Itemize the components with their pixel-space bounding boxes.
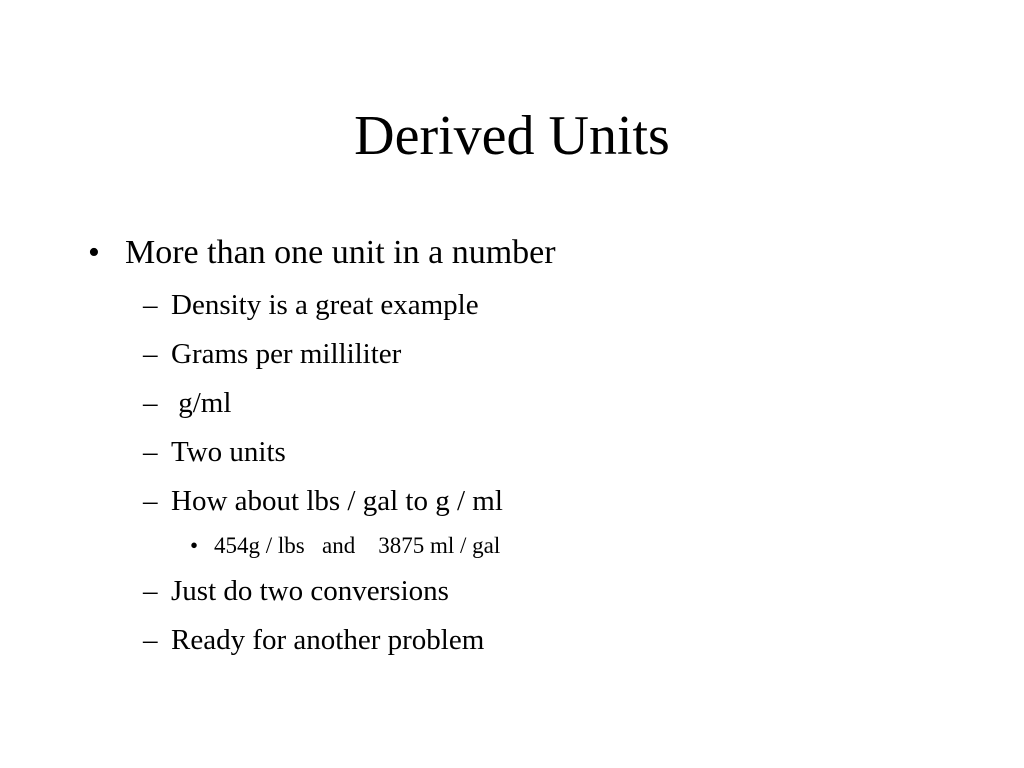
sub-bullet-text: g/ml	[171, 387, 232, 419]
sub-bullet-marker: –	[143, 485, 158, 517]
sub-bullet-marker: –	[143, 575, 158, 607]
slide-title: Derived Units	[354, 105, 670, 167]
sub-bullet-text: Grams per milliliter	[171, 338, 402, 370]
bullet-text: More than one unit in a number	[125, 234, 556, 271]
sub-bullet-marker: –	[143, 436, 158, 468]
sub-bullet-text: Density is a great example	[171, 289, 479, 321]
sub-bullet-text: Just do two conversions	[171, 575, 449, 607]
sub-bullet-marker: –	[143, 387, 158, 419]
sub-sub-bullet-text: 454g / lbs and 3875 ml / gal	[214, 533, 501, 558]
sub-bullet-text: Two units	[171, 436, 286, 468]
sub-bullet-marker: –	[143, 289, 158, 321]
sub-bullet-marker: –	[143, 624, 158, 656]
sub-sub-bullet-marker: •	[190, 533, 199, 558]
sub-bullet-text: Ready for another problem	[171, 624, 485, 656]
sub-bullet-marker: –	[143, 338, 158, 370]
sub-bullet-text: How about lbs / gal to g / ml	[171, 485, 503, 517]
bullet-marker: •	[88, 234, 100, 271]
